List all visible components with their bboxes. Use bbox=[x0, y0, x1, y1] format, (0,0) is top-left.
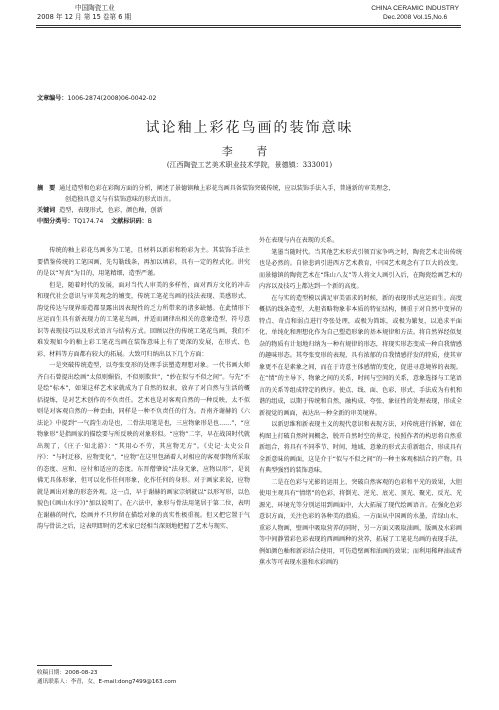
keywords-text: 造型，表现形式，色彩，颜色釉，创新 bbox=[59, 207, 163, 214]
header-rule-thick bbox=[36, 25, 461, 26]
doc-code-label: 文献标识码： bbox=[111, 218, 148, 225]
issue-info-en: Dec.2008 Vol.15,No.6 bbox=[383, 14, 448, 21]
left-paragraph-3: 一是突破传统造型，以夸张变形的处理手法塑造理想对象。一代书画大师齐白石曾提出绘画“太似则媚俗，不似则欺世”，“妙在似与不似之间”。与先“不是绘”标本”，如果这样艺术家就成为了自然的奴隶，放弃了对自然与生活的概括提炼，是对艺术创作的不负责任。艺术也是对客观自然的一种反映，太不似则是对客观自然的一种歪曲，同样是一种不负责任的行为。吾南齐谢赫的《六法论》中提到“一气韵生动是也，二骨法用笔是也，三应物象形是也……”，“应物象形”是指画家的描绘要与所反映的对象形似。“应物”二字，早在战国时代就出现了，《庄子·知北游》：“其用心不劳，其应物无方”。《史记·太史公自序》：“与时迁移，应物变化”，“应物”在这里包涵着人对相应的客观事物所采取的态度、应和、应付和适应的态度。东晋僧肇说“法身无象，应物以形”，是说佛无具体形象，但可以化作任何形象，化作任何的身形。对于画家来说，应物就是画出对象的形态外观。这一点，早于谢赫的画家宗炳就以“以形写形，以色貌色(《画山水序》)”加以说明了。在六法中，象形与骨法用笔居于第二位，表明在谢赫的时代，绘画并不只停留在描绘对象的真实性极重视。但又把它置于气韵与骨法之后，这表明即时的艺术家已经相当深刻地把握了艺术与现实、 bbox=[37, 362, 250, 530]
clc-value: TQ174.74 bbox=[73, 218, 104, 225]
author-affiliation: (江西陶瓷工艺美术职业技术学院，景德镇：333001) bbox=[166, 161, 333, 169]
article-number bbox=[37, 93, 156, 102]
doc-code-value: B bbox=[147, 218, 152, 225]
received-label: 收稿日期： bbox=[37, 670, 65, 676]
journal-name-cn: 中国陶瓷工业 bbox=[75, 4, 115, 12]
article-number-label: 文章编号： bbox=[37, 95, 68, 102]
right-paragraph-1: 外在表现与内在表现的关系。 bbox=[259, 237, 339, 244]
right-paragraph-3: 在与实的造型模以满足审美需求的时候，新的表现形式应运而生。高度概括的线条造型，大胆省略物象非本质的特征结构，侧重于对自然中变异的特点、奇点和弱点进行夸张处理，或极为简练，或极为繁复，以追求平面化、单纯化和理想化作为自己塑造形象的基本规律和方法。将自然界经似复杂的物质有计划地归纳为一种有规律的形态，将现实形态变成一种自我情感的趣味形态。其夸张变形的表现，具有浓郁的自我情感抒发的特质，使其审象更不在是素象之间，而在于诗意主体感情的变化，促进寻意境界的表现。在“情”的主导下，物象之间的关系，时间与空间的关系，意象选择与工笔语言的关系等组成特定的秩序。使点、线、面、色彩、形式、手法成为有机和谐的组成，以期于传统和自然，融构成、夸张、象征性的处理表现，形成全新视觉的画面，表达出一种全新的审美境界。 bbox=[259, 294, 462, 417]
abstract-label: 摘 要 bbox=[37, 185, 56, 192]
received-date: 2008-08-23 bbox=[64, 670, 98, 676]
abstract-text-1: 通过造型和色彩在彩陶方面的分析，阐述了景德镇釉上彩花鸟画具备装饰突破传统，应以装饰手法入手，普通新的审美理念， bbox=[59, 185, 395, 192]
issue-info-cn: 2008 年 12 月 第 15 卷第 6 期 bbox=[37, 13, 132, 21]
header-rule-thin bbox=[36, 27, 461, 28]
keywords-label: 关键词 bbox=[37, 207, 56, 214]
right-paragraph-2: 笔墨当随时代。当其他艺术形式引领百家争鸣之时，陶瓷艺术走出传统也是必然的。自徐悲鸿引进西方艺术教育，中国艺术观念有了巨大的改变。而景德镇的陶瓷艺术在“珠山八友”等人将文人画引入后，在陶瓷绘画艺术的内容以及技巧上都达到一个新的高度。 bbox=[259, 248, 462, 290]
abstract-line-1 bbox=[37, 183, 461, 194]
abstract-text-2: 创造独具意义与有装饰意味的形式语言。 bbox=[65, 196, 175, 203]
footnote bbox=[37, 669, 176, 687]
body-column-right bbox=[259, 235, 462, 569]
left-paragraph-2: 但是，随着时代的发展，面对当代人审美的多样性，面对西方文化的冲击和现代社会意识与审美观念的嬗变，传统工笔花鸟画的技法表现、美感形式、韵觉传达与现界需造都显露出因表现性的乏力所带来的诸多缺憾。在此情形下应运而生具有新表现力的工笔花鸟画，并适而调律出相关的意象造型、符号意识等表现技巧以及形式语言与结构方式。回顾以往的传统工笔花鸟画，我们不难发现如今的釉上彩工笔花鸟画在装饰意味上有了更深的发展，在形式、色彩、材料等方面都有较大的拓展。大致可归纳出以下几个方面： bbox=[37, 281, 250, 358]
classification-line bbox=[37, 216, 461, 227]
body-column-left bbox=[37, 245, 250, 533]
keywords-line bbox=[37, 205, 461, 216]
article-title: 试论釉上彩花鸟画的装饰意味 bbox=[145, 120, 354, 136]
contact-line bbox=[37, 678, 176, 687]
abstract-block bbox=[37, 183, 461, 227]
author-name: 李 青 bbox=[221, 145, 278, 158]
contact-label: 通讯联系人： bbox=[37, 679, 71, 685]
journal-name-en: CHINA CERAMIC INDUSTRY bbox=[371, 5, 459, 12]
right-paragraph-5: 二是在色彩与光影的运用上，突破自然客观的色彩和平光的效果，大胆使用主观具有“情绪”的色彩，将倒光、逆光、底光、顶光、聚光、反光、光源光、环境光等分别运用到画面中，大大拓展了现代绘画语言。在强化色彩意识方面，关注色彩的各种美的潜质。一方面从中国画的水墨，青绿山水、重彩人物画，壁画中吸取营养的同时，另一方面又吸取油画、版画及水彩画等中间静置彩色彩表现的西画画种的营养，拓展了工笔花鸟画的表现手法，例如颜色釉和新彩结合使用，可仿造壁画和油画的效果；而利用稀释油或香蕉水等可表现水墨和水彩画的 bbox=[259, 478, 462, 566]
running-header-right bbox=[371, 4, 459, 22]
contact-info: 李青，女，E-mail:dong7499@163.com bbox=[70, 679, 177, 685]
clc-label: 中图分类号： bbox=[37, 218, 74, 225]
right-paragraph-4: 以新思维和新表现主义的现代意识和表现方法，对传统进行拆解，如在构图上打破自然时间概念，脱开自然时空的界定，按照作者的构思将自然重新组合，将具有不同季节、时间、地域、意象的形式去重新组合，形成具有全新意味的画面，这是介于“似与不似之间”的一种主客观相结合的产物。具有典型强烈的装饰意味。 bbox=[259, 421, 462, 474]
footnote-rule bbox=[37, 665, 112, 666]
article-number-value: 1006-2874(2008)06-0042-02 bbox=[67, 95, 157, 102]
running-header-left bbox=[37, 4, 131, 22]
left-paragraph-1: 传统的釉上彩花鸟画多为工笔，且材料以新彩和粉彩为主。其装饰手法主要借鉴传统的工笔国画，先勾勒线条，再加以填彩，具有一定的程式化。讲究的是以“写真”为目的，用笔精细，造型严谨。 bbox=[37, 247, 250, 277]
received-date-line bbox=[37, 669, 176, 678]
